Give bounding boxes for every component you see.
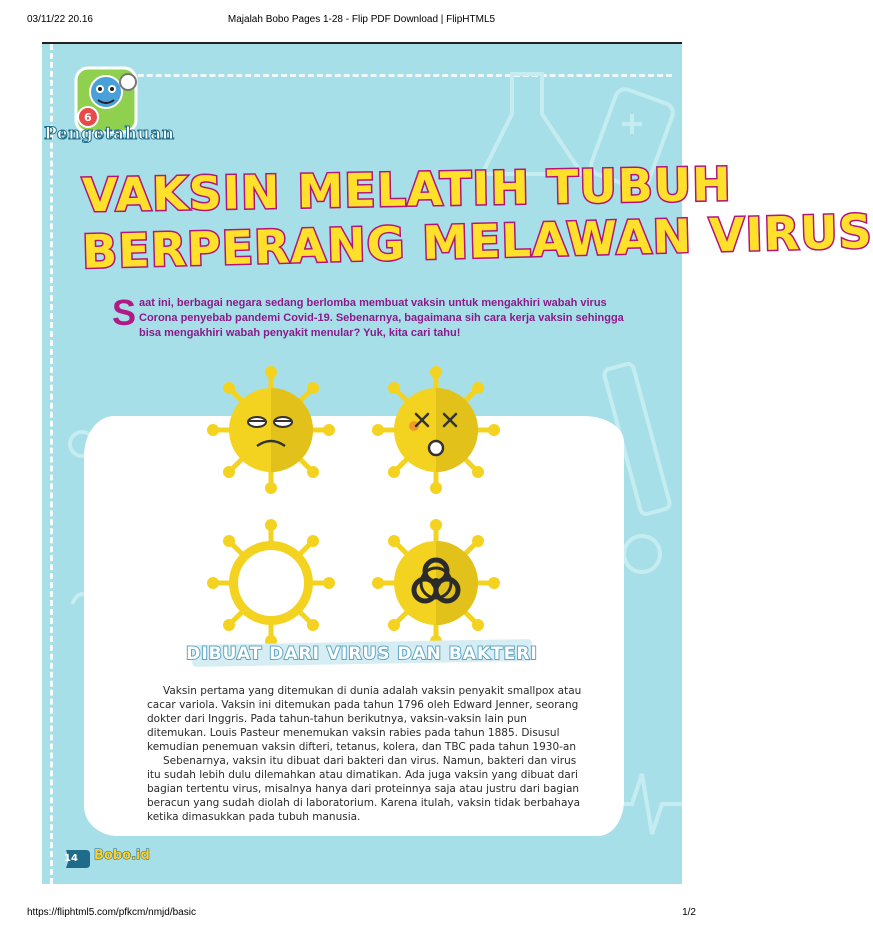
intro-text: aat ini, berbagai negara sedang berlomba membuat vaksin untuk mengakhiri wabah virus Corona penyebab pandemi Covid-19. Sebenarnya, bagaimana sih cara kerja vaksin sehingga bisa mengakhiri wabah penyakit menular? Yuk, kita cari tahu! <box>139 297 624 339</box>
virus-biohazard-icon <box>372 519 500 647</box>
section-label: Pengetahuan <box>44 124 175 144</box>
headline-line-2: BERPERANG MELAWAN VIRUS <box>81 204 873 279</box>
article-body <box>147 684 587 824</box>
headline-line-1: VAKSIN MELATIH TUBUH <box>81 156 733 223</box>
subheading: DIBUAT DARI VIRUS DAN BAKTERI <box>186 644 538 664</box>
magazine-page <box>42 42 873 884</box>
virus-dizzy-icon <box>372 366 500 494</box>
print-url: https://fliphtml5.com/pfkcm/nmjd/basic <box>27 907 196 918</box>
print-page-number: 1/2 <box>682 907 696 918</box>
bobo-logo: Bobo.id <box>94 848 150 863</box>
headline <box>81 156 873 279</box>
virus-sick-icon <box>207 366 335 494</box>
print-footer <box>0 905 723 925</box>
article-paragraph-2: Sebenarnya, vaksin itu dibuat dari bakteri dan virus. Namun, bakteri dan virus itu sudah lebih dulu dilemahkan atau dimatikan. Ada juga vaksin yang dibuat dari bagian tertentu virus, misalnya hanya dari proteinnya saja atau justru dari bagian beracun yang sudah diolah di laboratorium. Karena itulah, vaksin tidak berbahaya ketika dimasukkan pada tubuh manusia. <box>147 755 581 823</box>
print-title: Majalah Bobo Pages 1-28 - Flip PDF Download | FlipHTML5 <box>227 14 496 25</box>
page-number: 14 <box>64 853 78 864</box>
intro-dropcap: S <box>112 292 137 333</box>
virus-weakened-icon <box>207 519 335 647</box>
article-paragraph-1: Vaksin pertama yang ditemukan di dunia adalah vaksin penyakit smallpox atau cacar variola. Vaksin ini ditemukan pada tahun 1796 oleh Edward Jenner, seorang dokter dari Inggris. Pada tahun-tahun berikutnya, vaksin-vaksin lain pun ditemukan. Louis Pasteur menemukan vaksin rabies pada tahun 1885. Disusul kemudian penemuan vaksin difteri, tetanus, kolera, dan TBC pada tahun 1930-an <box>147 685 582 753</box>
dashed-border-left <box>50 44 53 884</box>
svg-text:6: 6 <box>84 111 92 124</box>
intro-paragraph <box>112 292 632 341</box>
print-date: 03/11/22 20.16 <box>27 14 93 25</box>
print-header <box>0 8 723 28</box>
